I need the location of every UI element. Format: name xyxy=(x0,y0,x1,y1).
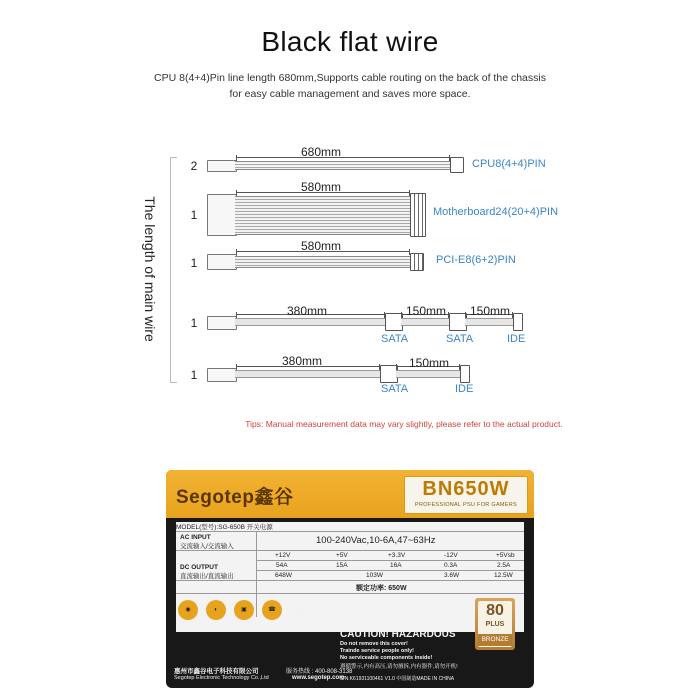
cable-length: 680mm xyxy=(300,145,341,159)
cable-wire xyxy=(235,318,385,326)
segment-length: 150mm xyxy=(405,304,446,318)
altitude-note: 仅适用于海拔2000米及以下地区安全使用 xyxy=(292,623,402,629)
rail-label: +5V xyxy=(336,552,348,559)
rail-current: 54A xyxy=(276,562,288,569)
label-header xyxy=(166,470,534,518)
cable-length: 380mm xyxy=(281,354,322,368)
plus80-number: 80 xyxy=(486,602,504,619)
dc-output-label: DC OUTPUT xyxy=(180,564,218,571)
caution-line: No serviceable components inside! xyxy=(340,655,433,661)
caution-line: Do not remove this cover! xyxy=(340,641,408,647)
caution-cn: 遵循警示,内有高压,请勿擅拆,内有器件,请勿开机! xyxy=(340,664,458,670)
segment-length: 150mm xyxy=(469,304,510,318)
dc-output-cn: 直流输出/直流输出 xyxy=(180,573,234,580)
cable-connector xyxy=(410,193,426,237)
model-tagline: PROFESSIONAL PSU FOR GAMERS xyxy=(414,502,518,508)
silent-icon: ◐ xyxy=(206,600,226,620)
cable-plug xyxy=(207,160,237,172)
ten-year-icon: 10 xyxy=(364,601,383,620)
cable-wire xyxy=(465,318,513,326)
brand-logo: Segotep鑫谷 xyxy=(176,487,294,508)
rail-label: +12V xyxy=(275,552,291,559)
cable-length: 380mm xyxy=(286,304,327,318)
rail-current: 16A xyxy=(390,562,402,569)
divider xyxy=(176,580,524,581)
cable-count: 1 xyxy=(190,368,198,382)
cable-plug xyxy=(207,254,237,270)
connector-label: SATA xyxy=(381,383,409,395)
service-icon: ☎ xyxy=(262,600,282,620)
ac-input-label: AC INPUT xyxy=(180,534,211,541)
divider xyxy=(256,560,524,561)
model-name: BN650W xyxy=(422,478,510,500)
cable-wire xyxy=(396,370,460,378)
protection-icon: ▣ xyxy=(234,600,254,620)
80plus-bronze-badge xyxy=(475,598,515,650)
plus80-plus: PLUS xyxy=(485,621,505,628)
no-open-icon: ✕ xyxy=(318,601,337,620)
rail-power: 103W xyxy=(366,572,383,579)
cable-wire xyxy=(235,256,410,268)
connector-label: IDE xyxy=(507,333,526,345)
caution-title: CAUTION! HAZARDOUS xyxy=(340,629,456,640)
ccc-icon: C xyxy=(341,601,360,620)
rail-power: 3.6W xyxy=(444,572,460,579)
service-hotline: 服务热线 : 400-808-3138 xyxy=(286,669,353,675)
cable-count: 1 xyxy=(190,208,198,222)
model-badge xyxy=(404,476,528,514)
axis-label: The length of main wire xyxy=(142,196,158,342)
bracket-line xyxy=(170,157,177,383)
fan-icon: ◉ xyxy=(178,600,198,620)
cert-badge: A139388 xyxy=(434,602,470,618)
tips-note: Tips: Manual measurement data may vary slightly, please refer to the actual product. xyxy=(245,419,563,429)
cable-connector xyxy=(450,157,464,173)
company-name-en: Segotep Electronic Technology Co.,Ltd xyxy=(174,675,269,681)
cable-plug xyxy=(207,316,237,330)
connector-label: SATA xyxy=(446,333,474,345)
cable-wire xyxy=(235,161,450,170)
plus80-grade: BRONZE xyxy=(478,634,512,646)
rail-current: 15A xyxy=(336,562,348,569)
cable-wire xyxy=(401,318,449,326)
ce-icon: C xyxy=(387,601,406,620)
caution-line: Trainde service people only! xyxy=(340,648,414,654)
rail-current: 0.3A xyxy=(444,562,458,569)
cable-wire xyxy=(235,196,410,235)
connector-label: CPU8(4+4)PIN xyxy=(472,158,546,170)
divider xyxy=(256,570,524,571)
psu-label-plate xyxy=(166,470,534,688)
rail-current: 2.5A xyxy=(497,562,511,569)
connector-label: SATA xyxy=(381,333,409,345)
divider xyxy=(176,550,524,551)
rail-power: 648W xyxy=(275,572,292,579)
warning-icon xyxy=(292,601,312,618)
serial-number: S/N:K61931100461 V1.0 中国制造MADE IN CHINA xyxy=(340,676,455,682)
badge-inner xyxy=(478,601,512,647)
cable-connector xyxy=(410,253,424,271)
recycle-icon: ♻ xyxy=(410,601,429,620)
cable-count: 1 xyxy=(190,316,198,330)
cable-count: 1 xyxy=(190,256,198,270)
ac-input-cn: 交流输入/交流输入 xyxy=(180,543,234,550)
cable-plug xyxy=(207,368,237,382)
cable-length: 580mm xyxy=(300,239,341,253)
page-title: Black flat wire xyxy=(261,26,439,57)
rail-power: 12.5W xyxy=(494,572,513,579)
cable-wire xyxy=(235,370,380,378)
divider xyxy=(176,593,524,594)
rated-power: 额定功率: 650W xyxy=(356,585,407,592)
divider xyxy=(256,531,257,617)
website: www.segotep.com xyxy=(292,675,345,681)
ide-connector xyxy=(460,365,470,383)
connector-label: IDE xyxy=(455,383,474,395)
cable-plug xyxy=(207,194,237,236)
model-line: MODEL(型号):SG-650B 开关电源 xyxy=(176,524,273,531)
rail-label: +3.3V xyxy=(388,552,406,559)
cable-length: 580mm xyxy=(300,180,341,194)
segment-length: 150mm xyxy=(408,356,449,370)
subtitle-line-1: CPU 8(4+4)Pin line length 680mm,Supports cable routing on the back of the chassis xyxy=(154,72,546,84)
ac-input-value: 100-240Vac,10-6A,47~63Hz xyxy=(316,535,436,546)
page-subtitle xyxy=(90,70,610,102)
company-name-cn: 惠州市鑫谷电子科技有限公司 xyxy=(174,668,259,675)
subtitle-line-2: for easy cable management and saves more space. xyxy=(229,88,471,100)
rail-label: +5Vsb xyxy=(496,552,515,559)
divider xyxy=(176,531,524,532)
connector-label: Motherboard24(20+4)PIN xyxy=(433,206,559,218)
rail-label: -12V xyxy=(444,552,458,559)
cable-count: 2 xyxy=(190,159,198,173)
connector-label: PCI-E8(6+2)PIN xyxy=(436,254,516,266)
